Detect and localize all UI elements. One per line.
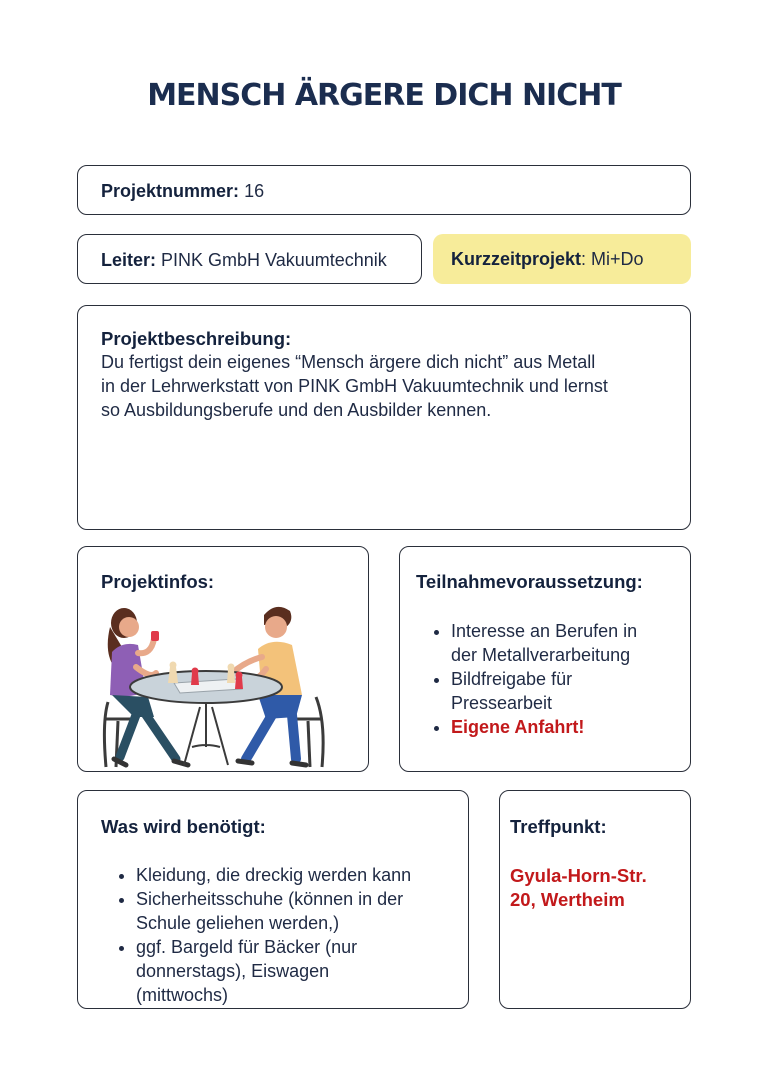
list-item: • Sicherheitsschuhe (können in der Schule geliehen werden,) bbox=[136, 887, 496, 935]
teilnahme-label: Teilnahmevoraussetzung: bbox=[416, 571, 643, 592]
kurzzeitprojekt-label: Kurzzeitprojekt bbox=[451, 249, 582, 269]
page-title: MENSCH ÄRGERE DICH NICHT bbox=[147, 78, 621, 113]
benoetigt-box bbox=[77, 790, 469, 1009]
benoetigt-label: Was wird benötigt: bbox=[101, 816, 266, 837]
list-item-warning: • Eigene Anfahrt! bbox=[451, 715, 711, 739]
projektinfos-label: Projektinfos: bbox=[101, 571, 215, 592]
teilnahme-box bbox=[399, 546, 691, 772]
projektnummer-value: 16 bbox=[244, 181, 265, 201]
leiter-label: Leiter: bbox=[101, 250, 157, 270]
teilnahme-list bbox=[416, 619, 711, 739]
treffpunkt-box bbox=[499, 790, 691, 1009]
benoetigt-list bbox=[101, 863, 496, 1007]
projektinfos-box bbox=[77, 546, 369, 772]
projektnummer-box bbox=[77, 165, 691, 215]
beschreibung-line: so Ausbildungsberufe und den Ausbilder kennen. bbox=[101, 400, 492, 420]
kurzzeitprojekt-badge bbox=[433, 234, 691, 284]
projektnummer-label: Projektnummer: bbox=[101, 181, 240, 201]
treffpunkt-city: 20, Wertheim bbox=[510, 889, 625, 910]
leiter-box bbox=[77, 234, 422, 284]
beschreibung-line: Du fertigst dein eigenes “Mensch ärgere dich nicht” aus Metall bbox=[101, 352, 596, 372]
list-item: • ggf. Bargeld für Bäcker (nur donnerstags), Eiswagen (mittwochs) bbox=[136, 935, 496, 1007]
list-item: • Bildfreigabe für Pressearbeit bbox=[451, 667, 711, 715]
list-item: • Interesse an Berufen in der Metallverarbeitung bbox=[451, 619, 711, 667]
treffpunkt-label: Treffpunkt: bbox=[510, 816, 607, 837]
beschreibung-box bbox=[77, 305, 691, 530]
beschreibung-label: Projektbeschreibung: bbox=[101, 328, 292, 349]
leiter-value: PINK GmbH Vakuumtechnik bbox=[161, 250, 387, 270]
treffpunkt-street: Gyula-Horn-Str. bbox=[510, 865, 647, 886]
beschreibung-line: in der Lehrwerkstatt von PINK GmbH Vakuumtechnik und lernst bbox=[101, 376, 608, 396]
board-game-illustration bbox=[96, 597, 336, 772]
list-item: • Kleidung, die dreckig werden kann bbox=[136, 863, 496, 887]
kurzzeitprojekt-value: : Mi+Do bbox=[581, 249, 644, 269]
